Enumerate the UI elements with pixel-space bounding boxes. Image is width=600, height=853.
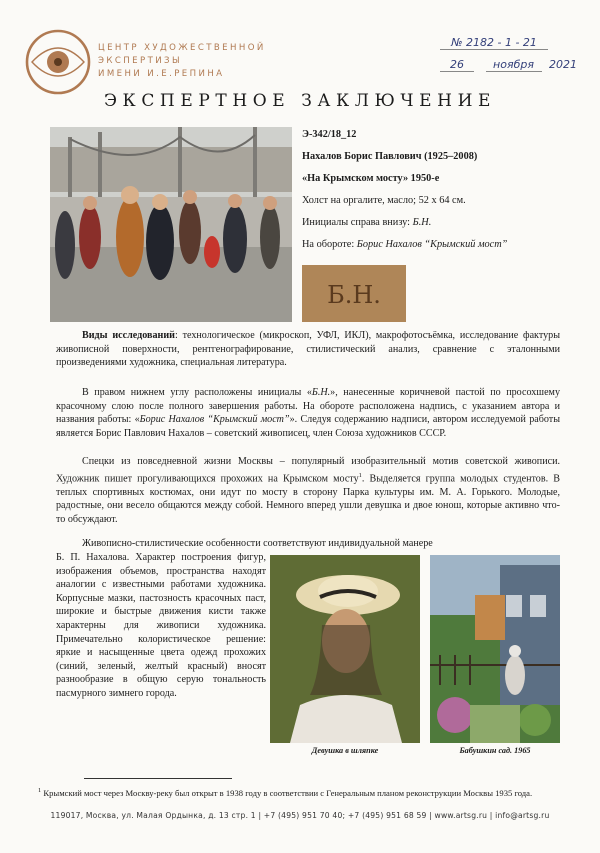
painting-on-crimean-bridge: [50, 127, 292, 322]
style-paragraph-first-line: Живописно-стилистические особенности соответствуют индивидуальной манере: [82, 538, 433, 549]
org-line-2: ЭКСПЕРТИЗЫ: [98, 56, 182, 66]
verso-inscription-photo: [302, 265, 406, 322]
research-paragraph: Виды исследований: технологическое (микроскоп, УФЛ, ИКЛ), макрофотосъёмка, исследование фактуры живописной поверхности, рентгенографирование, стилистический анализ, сравнение с эталонными произведениями художника, специальная литература.: [56, 330, 560, 369]
org-line-1: ЦЕНТР ХУДОЖЕСТВЕННОЙ: [98, 43, 266, 53]
artwork-code: Э-342/18_12: [302, 129, 357, 140]
org-line-3: ИМЕНИ И.Е.РЕПИНА: [98, 69, 225, 79]
artwork-medium: Холст на оргалите, масло; 52 х 64 см.: [302, 195, 466, 206]
date-year: 2021: [549, 58, 577, 71]
center-logo: [24, 28, 92, 96]
subject-paragraph: Спецки из повседневной жизни Москвы – популярный изобразительный мотив советской живописи. Художник пишет прогуливающихся прохожих на Крымском мосту$^1$. Выделяется группа молодых студентов. В теплых спортивных костюмах, они идут по мосту в сторону Парка культуры им. М. А. Горького. Молодые, радостные, они весело общаются между собой. Немного вперед ушли девушка и двое юнош, которые активно что-то обсуждают.: [56, 456, 560, 525]
registration-number: № 2182 - 1 - 21: [440, 36, 548, 50]
date-month: ноября: [486, 58, 542, 72]
artwork-verso: На обороте: Борис Нахалов “Крымский мост”: [302, 239, 508, 250]
artwork-artist: Нахалов Борис Павлович (1925–2008): [302, 151, 478, 162]
page-footer: 119017, Москва, ул. Малая Ордынка, д. 13 стр. 1 | +7 (495) 951 70 40; +7 (495) 951 68 59 | www.artsg.ru | info@artsg.ru: [50, 811, 550, 820]
date-day: 26: [440, 58, 474, 72]
footnote-divider: [84, 778, 232, 779]
initials-paragraph: В правом нижнем углу расположены инициалы «Б.Н.», нанесенные коричневой пастой по просохшему красочному слою после полного завершения работы. На обороте расположена надпись, с указанием автора и названия работы: «Борис Нахалов “Крымский мост”». Следуя содержанию надписи, автором исследуемой работы является Борис Павлович Нахалов – советский живописец, член Союза художников СССР.: [56, 387, 560, 439]
comparison-girl-in-hat: [270, 555, 420, 743]
footnote: $^1$ Крымский мост через Москву-реку был открыт в 1938 году в соответствии с Генеральным планом реконструкции Москвы 1935 года.: [38, 787, 533, 798]
page-title: ЭКСПЕРТНОЕ ЗАКЛЮЧЕНИЕ: [103, 91, 497, 111]
artwork-title: «На Крымском мосту» 1950-е: [302, 173, 440, 184]
caption-grandmother-garden: Бабушкин сад. 1965: [459, 746, 531, 755]
verso-inscription-text: Б.Н.: [327, 281, 381, 309]
caption-girl-in-hat: Девушка в шляпке: [311, 746, 379, 755]
artwork-initials: Инициалы справа внизу: Б.Н.: [302, 217, 432, 228]
comparison-grandmother-garden: [430, 555, 560, 743]
organization-name: [98, 42, 266, 81]
style-paragraph-column: Б. П. Нахалова. Характер построения фигур, изображения объемов, пространства находят аналогии с известными работами художника. Корпусные мазки, пастозность красочных паст, широкие и быстрые движения кисти также характерны для живописи художника. Примечательно колористическое решение: яркие и насыщенные цвета одежд прохожих (синий, зеленый, желтый красный) вносят разнообразие в общую серую тональность пасмурного зимнего города.: [56, 552, 266, 699]
registration-date: [440, 58, 590, 72]
